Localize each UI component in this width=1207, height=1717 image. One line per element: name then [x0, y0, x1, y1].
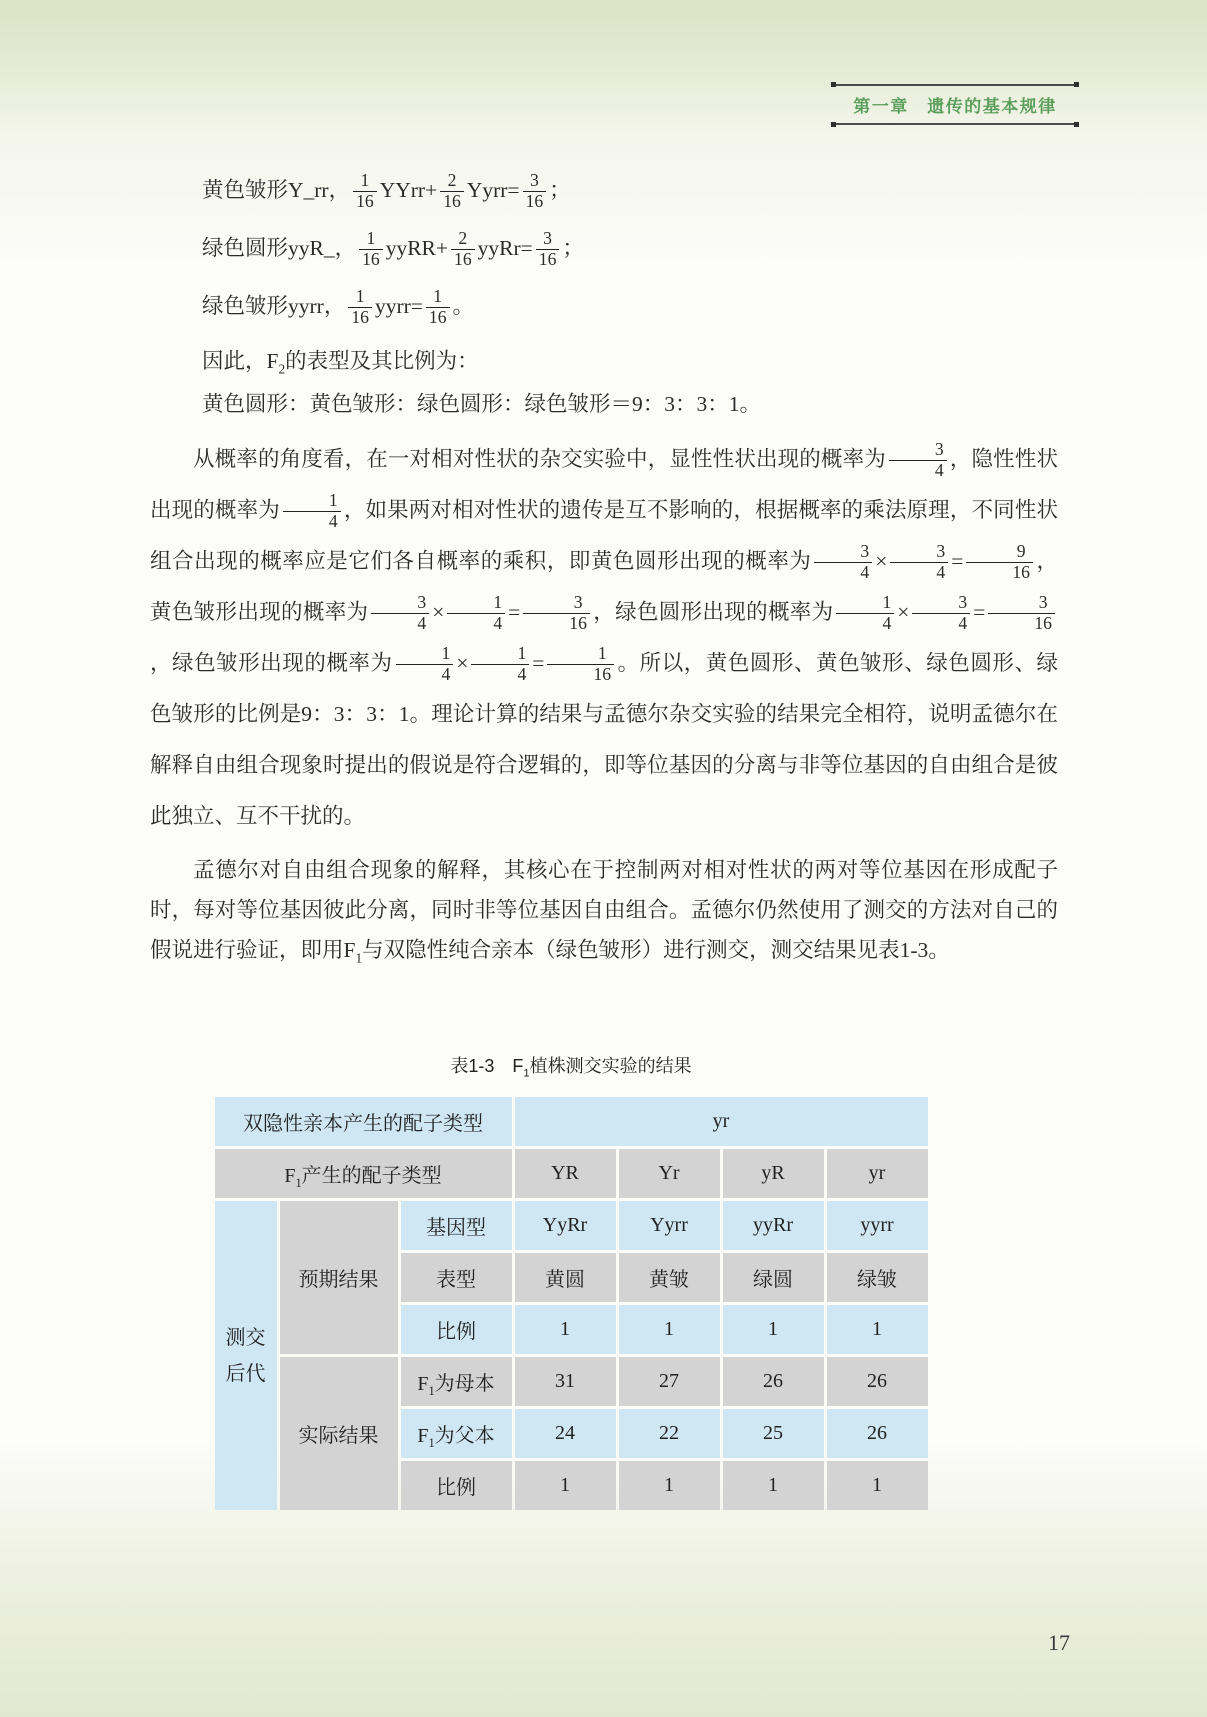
- fraction: $\frac{1}{4}$: [471, 644, 529, 684]
- table-caption: 表1-3 $F_1$植株测交实验的结果: [450, 1056, 692, 1080]
- genotype-cell: yyRr: [723, 1201, 824, 1250]
- genotype-cell: YyRr: [515, 1201, 616, 1250]
- row-label: 表型: [401, 1253, 512, 1302]
- genotype-cell: yyrr: [827, 1201, 928, 1250]
- phenotype-cell: 黄圆: [515, 1253, 616, 1302]
- table-row: [215, 1097, 928, 1146]
- ratio-line: 黄色圆形：黄色皱形：绿色圆形：绿色皱形＝9：3：3：1。: [202, 392, 762, 416]
- rule-dot: [1074, 82, 1079, 87]
- count-cell: 22: [619, 1409, 720, 1458]
- fraction: $\frac{2}{16}$: [440, 171, 464, 211]
- fraction: $\frac{1}{4}$: [283, 491, 341, 531]
- count-cell: 31: [515, 1357, 616, 1406]
- count-cell: 25: [723, 1409, 824, 1458]
- table-row-genotype: [215, 1201, 928, 1250]
- ratio-cell: 1: [619, 1461, 720, 1510]
- header-f1-gametes: $F_1$产生的配子类型: [215, 1149, 512, 1198]
- fraction: $\frac{3}{4}$: [912, 593, 970, 633]
- formula-green-round: 绿色圆形yyR_， $\frac{1}{16}$ yyRR+ $\frac{2}{16}$ yyRr= $\frac{3}{16}$ ；: [202, 227, 584, 269]
- paragraph-probability: 从概率的角度看，在一对相对性状的杂交实验中，显性性状出现的概率为 $\frac{3}{4}$ ，隐性性状出现的概率为 $\frac{1}{4}$ ，如果两对相对性状的遗传是互不影响的，根据概率的乘法原理，不同性状组合出现的概率应是它们各自概率的乘积，即黄色圆形出现的概率为 $\frac{3}{4}$ × $\frac{3}{4}$ = $\frac{9}{16}$ ，黄色皱形出现的概率为 $\frac{3}{4}$ × $\frac{1}{4}$ = $\frac{3}{16}$ ，绿色圆形出现的概率为 $\frac{1}{4}$ × $\frac{3}{4}$ = $\frac{3}{16}$ ，绿色皱形出现的概率为 $\frac{1}{4}$ × $\frac{1}{4}$ = $\frac{1}{16}$ 。所以，黄色圆形、黄色皱形、绿色圆形、绿色皱形的比例是9：3：3：1。理论计算的结果与孟德尔杂交实验的结果完全相符，说明孟德尔在解释自由组合现象时提出的假说是符合逻辑的，即等位基因的分离与非等位基因的自由组合是彼此独立、互不干扰的。: [150, 438, 1058, 828]
- fraction: $\frac{9}{16}$: [966, 542, 1033, 582]
- row-label: $F_1$为父本: [401, 1409, 512, 1458]
- phenotype-cell: 绿皱: [827, 1253, 928, 1302]
- count-cell: 26: [827, 1409, 928, 1458]
- testcross-table: [212, 1094, 931, 1513]
- paragraph-mendel-testcross: 孟德尔对自由组合现象的解释，其核心在于控制两对相对性状的两对等位基因在形成配子时，每对等位基因彼此分离，同时非等位基因自由组合。孟德尔仍然使用了测交的方法对自己的假说进行验证，即用$F_1$与双隐性纯合亲本（绿色皱形）进行测交，测交结果见表1-3。: [150, 858, 1058, 966]
- ratio-cell: 1: [515, 1461, 616, 1510]
- chapter-title: 第一章 遗传的基本规律: [853, 97, 1057, 116]
- row-label: $F_1$为母本: [401, 1357, 512, 1406]
- fraction: $\frac{3}{4}$: [889, 440, 947, 480]
- gamete-cell: yR: [723, 1149, 824, 1198]
- header-yr-cell: yr: [515, 1097, 928, 1146]
- actual-results-label: 实际结果: [280, 1357, 398, 1510]
- header-recessive-gametes: 双隐性亲本产生的配子类型: [215, 1097, 512, 1146]
- fraction: $\frac{3}{16}$: [988, 593, 1055, 633]
- fraction: $\frac{3}{4}$: [814, 542, 872, 582]
- formula-yellow-wrinkled: 黄色皱形Y_rr， $\frac{1}{16}$ YYrr+ $\frac{2}{16}$ Yyrr= $\frac{3}{16}$ ；: [202, 169, 571, 211]
- genotype-cell: Yyrr: [619, 1201, 720, 1250]
- gamete-cell: Yr: [619, 1149, 720, 1198]
- count-cell: 24: [515, 1409, 616, 1458]
- count-cell: 26: [827, 1357, 928, 1406]
- fraction: $\frac{1}{16}$: [359, 229, 383, 269]
- phenotype-cell: 绿圆: [723, 1253, 824, 1302]
- phenotype-cell: 黄皱: [619, 1253, 720, 1302]
- count-cell: 27: [619, 1357, 720, 1406]
- fraction: $\frac{2}{16}$: [451, 229, 475, 269]
- fraction: $\frac{3}{16}$: [523, 171, 547, 211]
- row-label: 比例: [401, 1461, 512, 1510]
- fraction: $\frac{1}{16}$: [353, 171, 377, 211]
- main-content: [150, 166, 1058, 970]
- ratio-cell: 1: [723, 1461, 824, 1510]
- gamete-cell: YR: [515, 1149, 616, 1198]
- rule-dot: [831, 122, 836, 127]
- table-block: [208, 1052, 934, 1513]
- row-label: 基因型: [401, 1201, 512, 1250]
- fraction: $\frac{3}{16}$: [536, 229, 560, 269]
- ratio-cell: 1: [827, 1305, 928, 1354]
- rule-dot: [831, 82, 836, 87]
- row-label: 比例: [401, 1305, 512, 1354]
- fraction: $\frac{3}{4}$: [371, 593, 429, 633]
- rule-dot: [1074, 122, 1079, 127]
- formula-green-wrinkled: 绿色皱形yyrr， $\frac{1}{16}$ yyrr= $\frac{1}{16}$ 。: [202, 285, 475, 327]
- page-number: 17: [1048, 1630, 1070, 1655]
- ratio-cell: 1: [515, 1305, 616, 1354]
- table-row: [215, 1149, 928, 1198]
- fraction: $\frac{1}{16}$: [547, 644, 614, 684]
- fraction: $\frac{1}{4}$: [836, 593, 894, 633]
- table-row-f1-mother: [215, 1357, 928, 1406]
- ratio-cell: 1: [827, 1461, 928, 1510]
- count-cell: 26: [723, 1357, 824, 1406]
- fraction: $\frac{1}{16}$: [426, 287, 450, 327]
- chapter-header: [833, 84, 1077, 125]
- fraction: $\frac{1}{4}$: [447, 593, 505, 633]
- gamete-cell: yr: [827, 1149, 928, 1198]
- rowgroup-testcross-offspring: 测交后代: [215, 1201, 277, 1510]
- ratio-cell: 1: [619, 1305, 720, 1354]
- ratio-cell: 1: [723, 1305, 824, 1354]
- fraction: $\frac{3}{16}$: [523, 593, 590, 633]
- fraction: $\frac{1}{4}$: [396, 644, 454, 684]
- conclusion-lead-line: 因此，$F_2$的表型及其比例为：: [202, 349, 479, 377]
- expected-results-label: 预期结果: [280, 1201, 398, 1354]
- fraction: $\frac{1}{16}$: [348, 287, 372, 327]
- fraction: $\frac{3}{4}$: [890, 542, 948, 582]
